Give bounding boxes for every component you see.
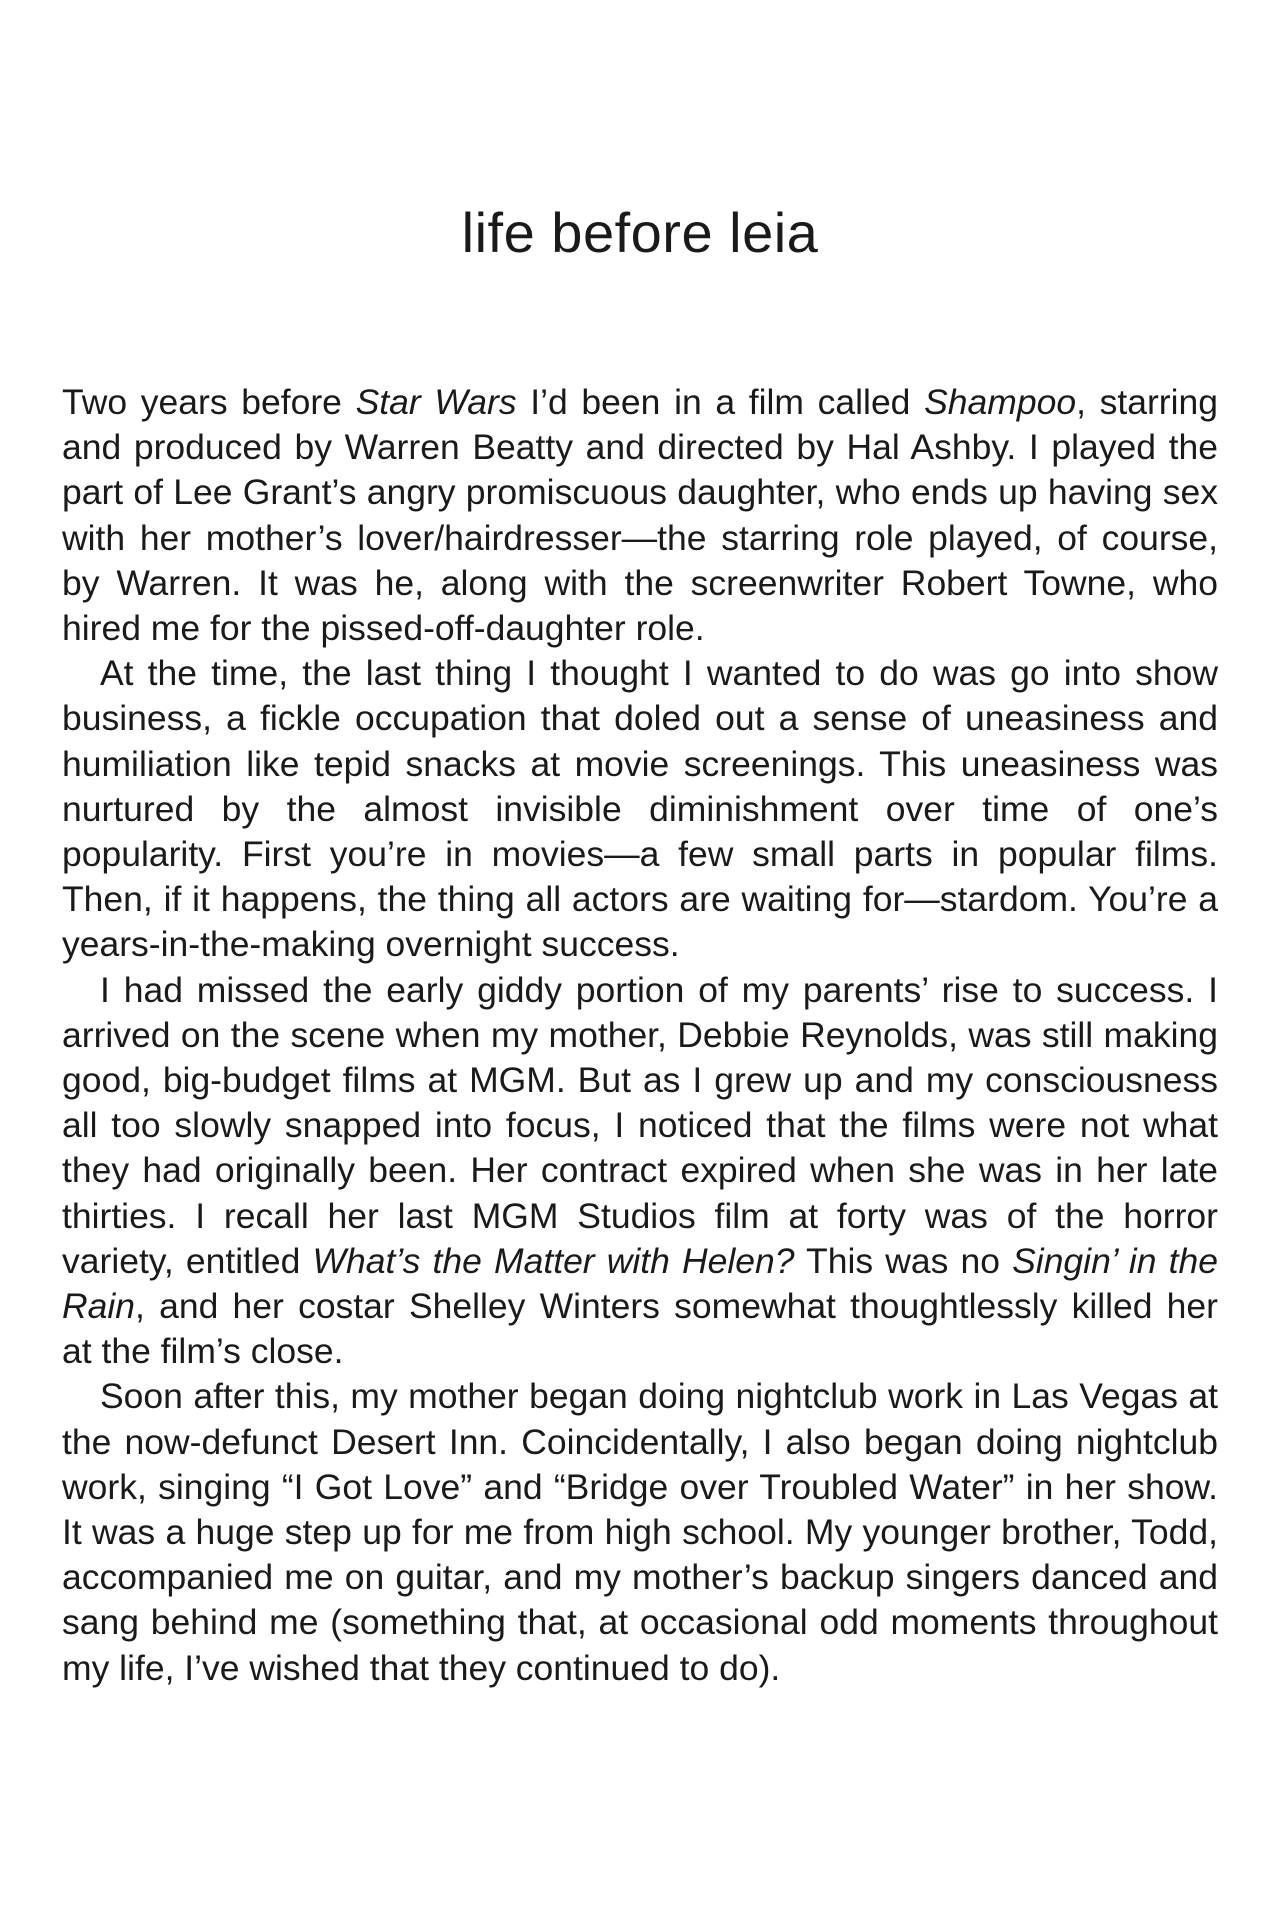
text-run: , starring and produced by Warren Beatty and directed by Hal Ashby. I played the part of Lee Grant’s angry promiscuous daughter, who ends up having sex with her mother’s lover/hairdresser—the starring role played, of course, by Warren. It was he, along with the screenwriter Robert Towne, who hired me for the pissed-off-daughter role. <box>62 382 1218 649</box>
text-run: At the time, the last thing I thought I wanted to do was go into show business, a fickle occupation that doled out a sense of uneasiness and humiliation like tepid snacks at movie screenings. This uneasiness was nurtured by the almost invisible diminishment over time of one’s popularity. First you’re in movies—a few small parts in popular films. Then, if it happens, the thing all actors are waiting for—stardom. You’re a years-in-the-making overnight success. <box>62 653 1218 965</box>
text-run: Soon after this, my mother began doing nightclub work in Las Vegas at the now-defunct Desert Inn. Coincidentally, I also began doing nightclub work, singing “I Got Love” and “Bridge over Troubled Water” in her show. It was a huge step up for me from high school. My younger brother, Todd, accompanied me on guitar, and my mother’s backup singers danced and sang behind me (something that, at occasional odd moments throughout my life, I’ve wished that they continued to do). <box>62 1376 1218 1688</box>
text-run: This was no <box>794 1240 1013 1281</box>
text-run: I had missed the early giddy portion of my parents’ rise to success. I arrived on the scene when my mother, Debbie Reynolds, was still making good, big-budget films at MGM. But as I grew up and my consciousness all too slowly snapped into focus, I noticed that the films were not what they had originally been. Her contract expired when she was in her late thirties. I recall her last MGM Studios film at forty was of the horror variety, entitled <box>62 969 1218 1281</box>
film-title: Shampoo <box>924 382 1077 422</box>
film-title: What’s the Matter with Helen? <box>312 1240 795 1281</box>
paragraph <box>62 968 1218 1375</box>
film-title: Singin’ in the Rain <box>62 1240 1218 1327</box>
text-run: , and her costar Shelley Winters somewhat thoughtlessly killed her at the film’s close. <box>62 1286 1218 1372</box>
text-run: Two years before <box>62 382 356 422</box>
chapter-body <box>62 380 1218 1691</box>
paragraph <box>62 1374 1218 1690</box>
paragraph <box>62 380 1218 651</box>
film-title: Star Wars <box>355 382 517 422</box>
text-run: I’d been in a film called <box>516 382 925 422</box>
chapter-title: life before leia <box>461 201 819 264</box>
paragraph <box>62 651 1218 967</box>
